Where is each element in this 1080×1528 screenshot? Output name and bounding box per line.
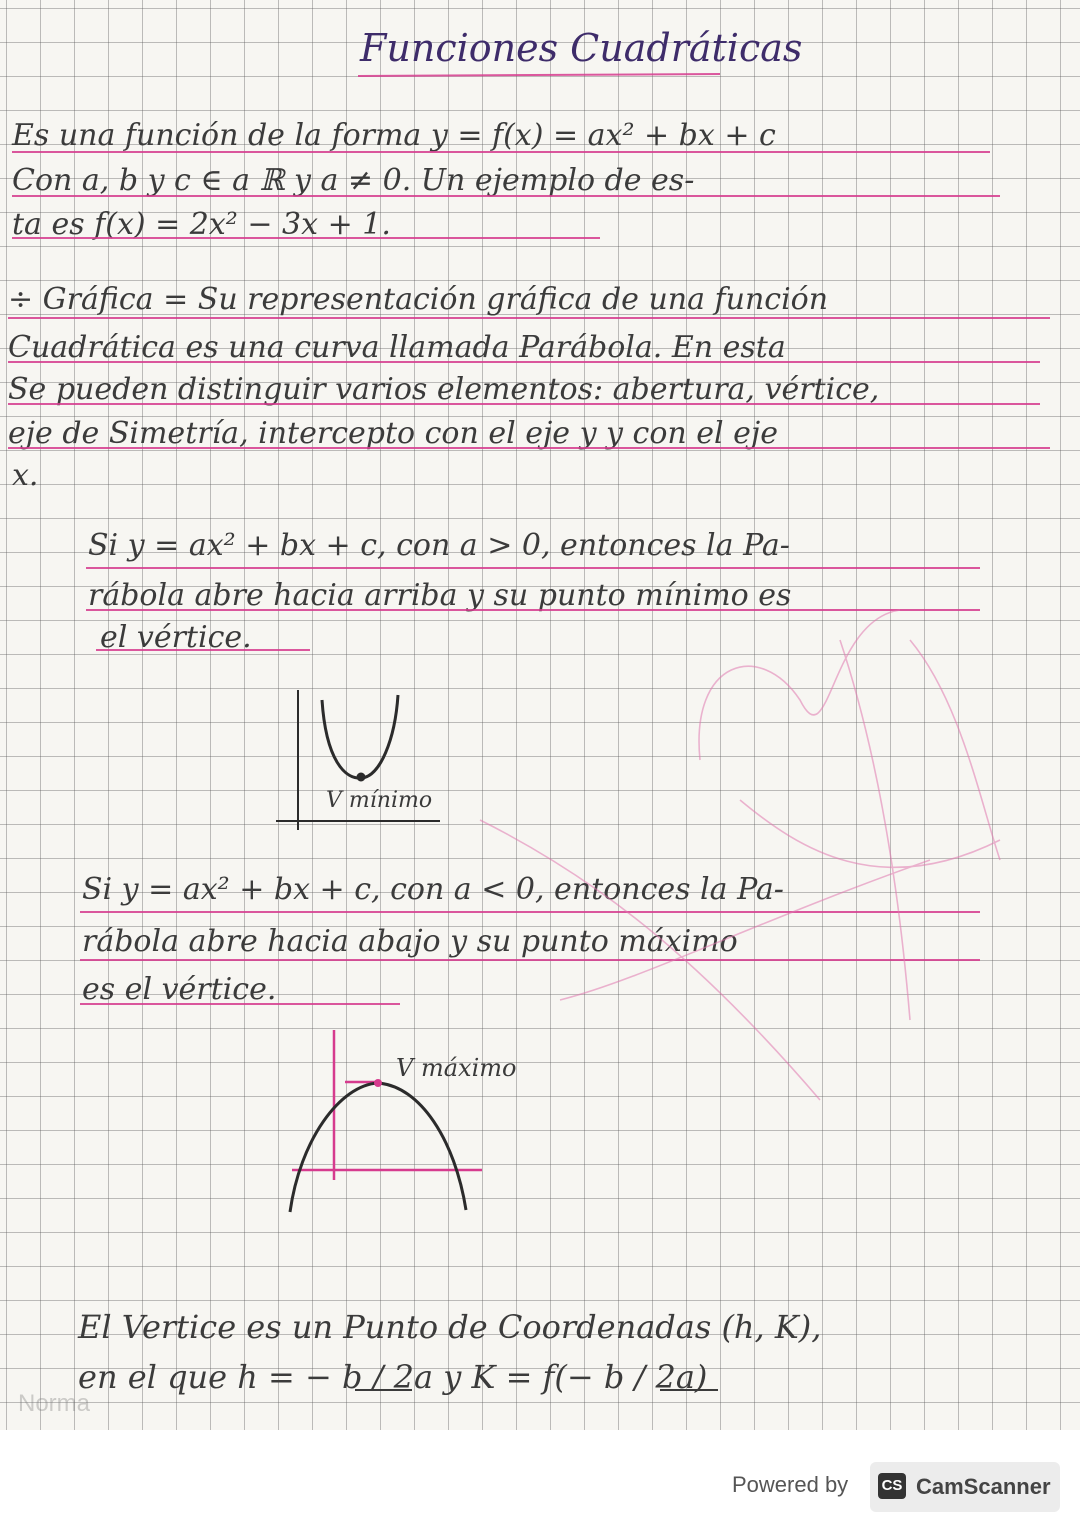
- pink-underlines: [8, 74, 1050, 1004]
- intro-line-1: Es una función de la forma y = f(x) = ax² + bx + c: [12, 118, 776, 153]
- vertex-min-point: [357, 773, 365, 781]
- powered-by-text: Powered by: [732, 1472, 849, 1497]
- vertex-max-point: [374, 1079, 382, 1087]
- case-positive-line-2: rábola abre hacia arriba y su punto mínimo es: [88, 578, 792, 613]
- page-title: Funciones Cuadráticas: [360, 26, 803, 70]
- case-positive-line-3: el vértice.: [100, 620, 252, 655]
- norma-watermark: Norma: [18, 1390, 91, 1417]
- intro-line-3: ta es f(x) = 2x² − 3x + 1.: [12, 207, 391, 242]
- parabola-down-curve: [290, 1083, 466, 1212]
- vertex-line-1: El Vertice es un Punto de Coordenadas (h, K),: [78, 1308, 822, 1346]
- camscanner-name: CamScanner: [916, 1474, 1051, 1499]
- intro-line-2: Con a, b y c ∈ a ℝ y a ≠ 0. Un ejemplo de es-: [12, 163, 695, 198]
- vertex-max-label: V máximo: [396, 1054, 517, 1082]
- case-negative-line-3: es el vértice.: [82, 972, 277, 1007]
- grafica-line-2: Cuadrática es una curva llamada Parábola. En esta: [8, 330, 786, 365]
- vertex-min-label: V mínimo: [326, 788, 433, 813]
- case-negative-line-1: Si y = ax² + bx + c, con a < 0, entonces la Pa-: [82, 872, 784, 907]
- grafica-line-4: eje de Simetría, intercepto con el eje y y con el eje: [8, 416, 778, 451]
- vertex-line-2: en el que h = − b / 2a y K = f(− b / 2a): [78, 1358, 708, 1396]
- grafica-line-1: ÷ Gráfica = Su representación gráfica de una función: [8, 282, 829, 317]
- parabola-up-curve: [322, 695, 398, 778]
- case-positive-line-1: Si y = ax² + bx + c, con a > 0, entonces la Pa-: [88, 528, 790, 563]
- grafica-line-5: x.: [12, 458, 39, 493]
- parabola-up-graph: [276, 690, 440, 830]
- parabola-down-graph: [290, 1030, 482, 1212]
- bleed-through-strokes: [480, 610, 1000, 1100]
- camscanner-icon: CS: [878, 1473, 906, 1499]
- grafica-line-3: Se pueden distinguir varios elementos: abertura, vértice,: [8, 372, 880, 407]
- case-negative-line-2: rábola abre hacia abajo y su punto máximo: [82, 924, 738, 959]
